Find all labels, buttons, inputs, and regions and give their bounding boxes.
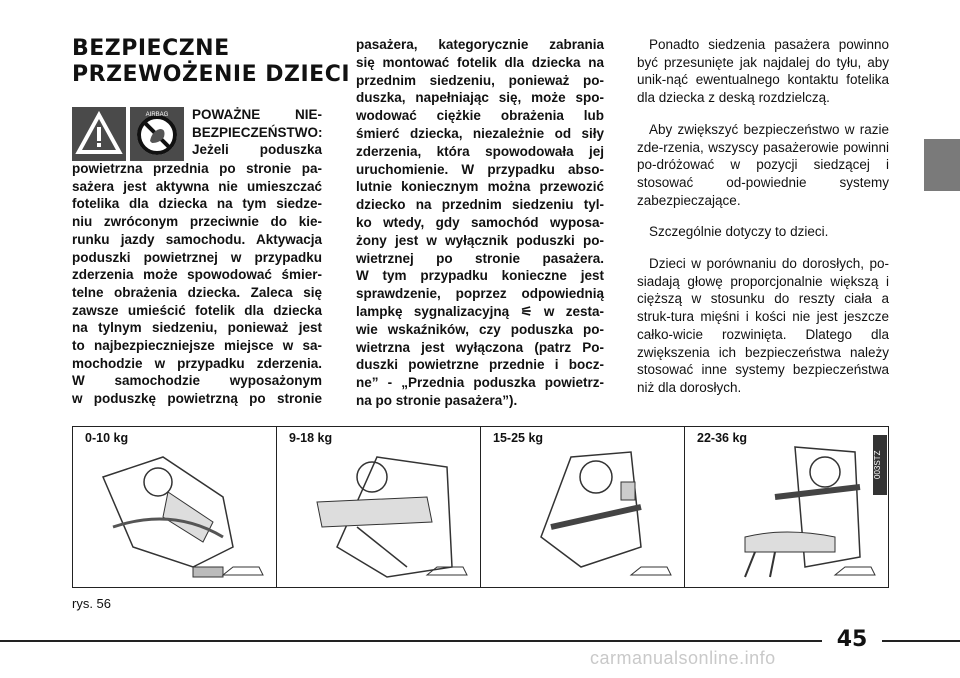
col2-line: na po stronie pasażera”).	[356, 392, 518, 408]
no-child-seat-airbag-icon	[130, 107, 184, 161]
warning-line: to najbezpieczniejsze miejsce w sa-	[72, 338, 322, 354]
col2-line: duszka, napełniając się, może spo-	[356, 90, 604, 106]
adult-belt-illustration	[685, 427, 888, 587]
warning-head-line: BEZPIECZEŃSTWO:	[192, 124, 323, 140]
page-number: 45	[822, 626, 882, 654]
warning-line: W samochodzie wyposażonym	[72, 373, 322, 389]
col2-line: wodować ciężkie obrażenia lub	[356, 108, 604, 124]
warning-line: powietrzna przednia po stronie pa-	[72, 161, 322, 176]
col2-line: duszki powietrzne przednie i bocz-	[356, 357, 604, 373]
rear-facing-seat-illustration	[73, 427, 277, 587]
col2-line: zderzenia, która spowodowała jej	[356, 143, 604, 159]
child-seat-figure	[72, 426, 889, 588]
col2-line: lampkę sygnalizacyjną ⚟ w zesta-	[356, 303, 604, 319]
col2-line: uruchomienie. W przypadku abso-	[356, 161, 604, 177]
paragraph: Szczególnie dotyczy to dzieci.	[649, 224, 829, 240]
col2-line: dziecko na przednim siedzeniu tyl-	[356, 197, 604, 213]
panel-label: 0-10 kg	[85, 431, 129, 445]
svg-text:AIRBAG: AIRBAG	[145, 112, 169, 118]
forward-seat-illustration	[277, 427, 481, 587]
warning-line: runku jazdy samochodu. Aktywacja	[72, 231, 322, 247]
col2-line: żony jest w wyłącznik poduszki po-	[356, 232, 604, 248]
paragraph: Aby zwiększyć bezpieczeństwo w razie zde-rzenia, wszyscy pasażerowie powinni po-dróżować w pozycji siedzącej i stosować od-powiednie systemy zabezpieczające.	[637, 121, 889, 208]
warning-line: telne obrażenia dziecka. Zaleca się	[72, 284, 322, 300]
col2-line: wietrzna jest wyłączona (patrz Po-	[356, 339, 604, 355]
warning-line: zawsze umieścić fotelik dla dziecka	[72, 302, 322, 318]
warning-line: zderzenia może spowodować śmier-	[72, 267, 322, 283]
warning-text-column	[72, 160, 322, 408]
figure-code: 003STZ	[873, 435, 887, 495]
col2-line: wietrznej po stronie pasażera.	[356, 250, 604, 266]
col2-line: wie wskaźników, czy poduszka po-	[356, 321, 604, 337]
warning-icons	[72, 107, 184, 161]
panel-label: 22-36 kg	[697, 431, 748, 445]
title-line-1: BEZPIECZNE	[72, 36, 230, 61]
col2-line: przednim siedzeniu, ponieważ po-	[356, 72, 604, 88]
col2-line: ne” - „Przednia poduszka powietrz-	[356, 375, 604, 391]
body-text-column-3	[637, 36, 889, 411]
panel-label: 9-18 kg	[289, 431, 333, 445]
booster-seat-illustration	[481, 427, 685, 587]
paragraph: Dzieci w porównaniu do dorosłych, po-siadają głowę proporcjonalnie większą i cięższą w stosunku do reszty ciała a struk-tura mięśni i kości nie jest jeszcze całko-wicie rozwinięta. Dlatego dla zwiększenia ich bezpieczeństwa należy stosować inne systemy bezpieczeństwa niż dla dorosłych.	[637, 256, 889, 395]
col2-line: ko wtedy, gdy samochód wyposa-	[356, 214, 604, 230]
warning-line: na tylnym siedzeniu, ponieważ jest	[72, 320, 322, 336]
warning-head-line: Jeżeli poduszka	[192, 142, 322, 157]
section-tab	[924, 139, 960, 191]
watermark: carmanualsonline.info	[590, 648, 776, 668]
panel-label: 15-25 kg	[493, 431, 544, 445]
warning-line: mochodzie w przypadku zderzenia.	[72, 355, 322, 371]
figure-caption: rys. 56	[72, 596, 112, 611]
title-line-2: PRZEWOŻENIE DZIECI	[72, 62, 351, 87]
warning-head-line: POWAŻNE NIE-	[192, 107, 322, 122]
paragraph: Ponadto siedzenia pasażera powinno być przesunięte jak najdalej do tyłu, aby unik-nąć ewentualnego kontaktu fotelika dla dziecka z deską rozdzielczą.	[637, 37, 889, 106]
col2-line: sprawdzenie, poprzez odpowiednią	[356, 286, 604, 302]
col2-line: lutnie koniecznym można przewozić	[356, 179, 604, 195]
warning-heading	[192, 106, 322, 159]
warning-triangle-icon	[72, 107, 126, 161]
figure-panel-9-18kg	[277, 427, 481, 587]
figure-panel-22-36kg	[685, 427, 888, 587]
col2-line: śmierć dziecka, niezależnie od siły	[356, 125, 604, 141]
warning-line: sażera jest aktywna nie umieszczać	[72, 178, 322, 194]
warning-line: fotelika dla dziecka na tym siedze-	[72, 196, 322, 212]
footer-rule	[0, 640, 960, 642]
warning-line: w poduszkę powietrzną po stronie	[72, 391, 322, 407]
warning-line: poduszki powietrznej w przypadku	[72, 249, 322, 265]
page-title	[72, 36, 351, 88]
col2-line: pasażera, kategorycznie zabrania	[356, 37, 604, 52]
warning-text-column-2	[356, 36, 604, 410]
figure-panel-0-10kg	[73, 427, 277, 587]
col2-line: się montować fotelik dla dziecka na	[356, 54, 604, 70]
figure-panel-15-25kg	[481, 427, 685, 587]
col2-line: W tym przypadku konieczne jest	[356, 268, 604, 284]
warning-line: niu zwróconym przeciwnie do kie-	[72, 214, 322, 230]
